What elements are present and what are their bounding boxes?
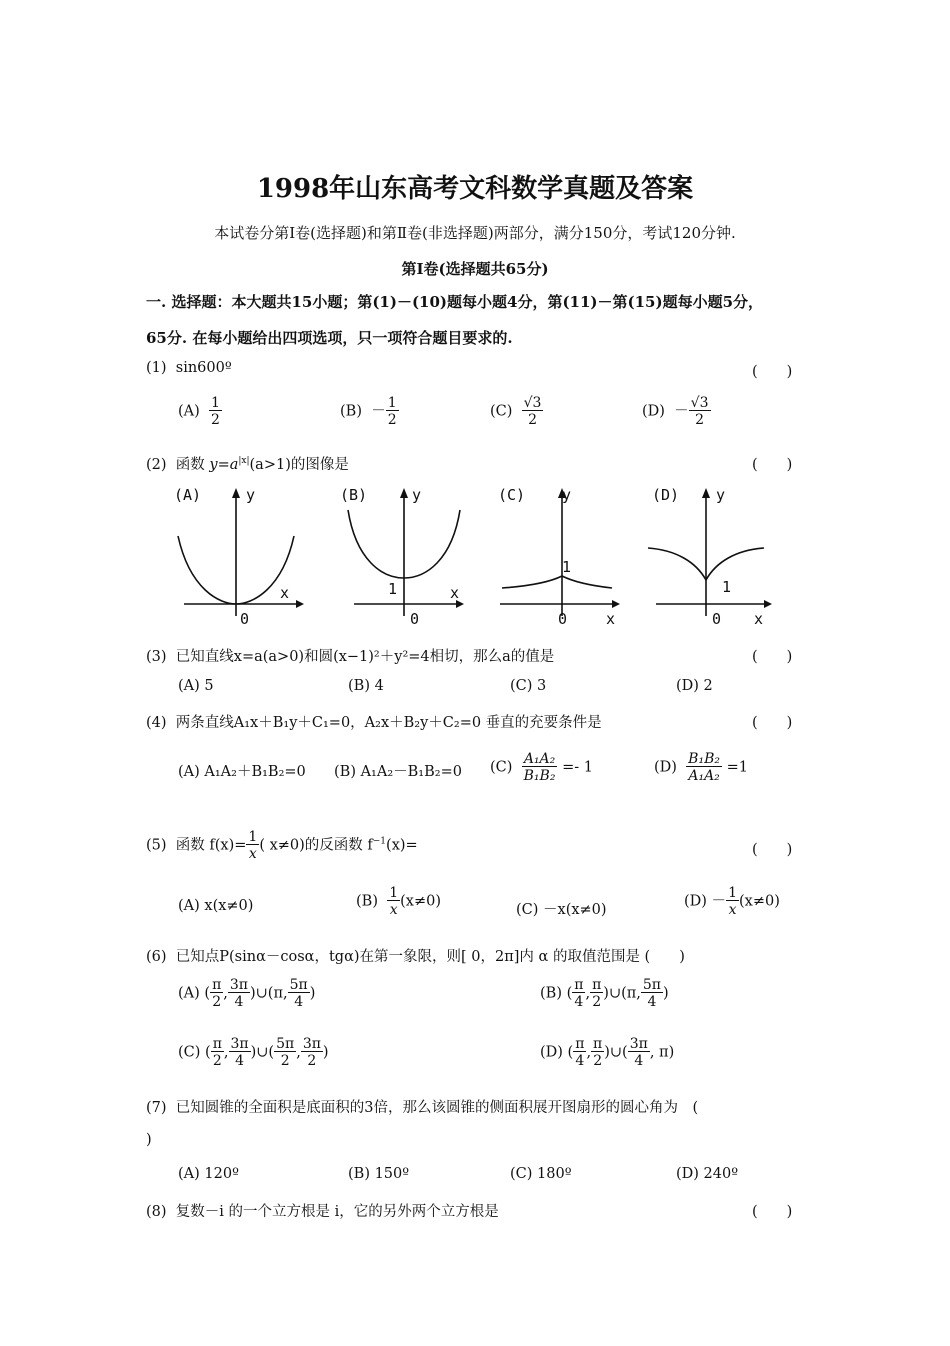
equation-rhs: =- 1 [562, 759, 593, 776]
numerator: 3π [629, 1036, 648, 1052]
answer-paren: ( ) [752, 715, 793, 731]
axis-label: x [606, 610, 616, 628]
question-4 [146, 711, 602, 732]
axis-label: y [412, 486, 422, 504]
instructions-line-1: 一. 选择题：本大题共15小题；第(1)－(10)题每小题4分，第(11)－第(15)题每小题5分， [146, 293, 764, 311]
question-number: (1) [146, 360, 167, 376]
condition: (x≠0) [400, 893, 441, 910]
option-a [178, 396, 222, 427]
denominator: 2 [280, 1053, 290, 1069]
denominator: 4 [575, 1053, 585, 1069]
fraction [246, 830, 259, 861]
question-stem: 已知圆锥的全面积是底面积的3倍，那么该圆锥的侧面积展开图扇形的圆心角为 ( [175, 1100, 699, 1116]
numerator: 3π [229, 977, 248, 993]
option-label: (D) [642, 403, 665, 420]
denominator: 4 [634, 1053, 644, 1069]
numerator: √3 [523, 395, 542, 411]
option-d: (D) 240º [676, 1166, 739, 1182]
option-c: (C) －x(x≠0) [516, 902, 607, 918]
answer-paren: ( ) [752, 364, 793, 380]
stem-text: 函数 f(x)= [175, 837, 247, 854]
value-label: 1 [388, 580, 398, 598]
denominator: B₁B₂ [523, 768, 556, 784]
option-d [684, 886, 780, 917]
origin-label: 0 [410, 610, 420, 628]
fraction [209, 396, 222, 427]
numerator: 1 [389, 885, 399, 901]
question-6 [146, 945, 685, 966]
numerator: π [575, 1036, 585, 1052]
numerator: π [592, 977, 602, 993]
graph-label: (B) [340, 486, 368, 504]
question-stem: sin600º [175, 360, 232, 376]
option-label: (D) [654, 759, 677, 776]
denominator: 2 [695, 412, 705, 428]
denominator: 2 [307, 1053, 317, 1069]
question-number: (3) [146, 649, 167, 665]
numerator: √3 [690, 395, 709, 411]
minus-sign: － [371, 403, 386, 420]
axis-label: x [280, 584, 290, 602]
numerator: B₁B₂ [688, 751, 720, 767]
instructions-line-2: 65分. 在每小题给出四项选项，只一项符合题目要求的. [146, 329, 513, 347]
graph-label: (C) [498, 486, 526, 504]
fraction [522, 396, 544, 427]
denominator: 2 [212, 994, 222, 1010]
option-d [642, 396, 711, 427]
answer-paren: ( ) [752, 649, 793, 665]
question-stem: 已知点P(sinα－cosα，tgα)在第一象限，则[ 0，2π]内 α 的取值范围是 ( ) [175, 949, 685, 965]
stem-text: (x)= [386, 837, 418, 854]
denominator: 2 [592, 994, 602, 1010]
denominator: x [728, 902, 737, 918]
numerator: 1 [728, 885, 737, 901]
answer-paren: ( ) [752, 1204, 793, 1220]
option-label: (C) [490, 759, 513, 776]
question-3 [146, 645, 554, 666]
fraction [726, 886, 739, 917]
numerator: 1 [248, 829, 258, 845]
option-a: (A) A₁A₂＋B₁B₂=0 [178, 764, 306, 780]
question-5 [146, 830, 418, 861]
fraction [522, 752, 558, 783]
page-title: 1998年山东高考文科数学真题及答案 [256, 174, 694, 204]
curve-c [502, 576, 612, 588]
question-7 [146, 1096, 698, 1117]
exponent: |x| [238, 456, 250, 467]
denominator: A₁A₂ [688, 768, 720, 784]
numerator: 5π [642, 977, 661, 993]
question-8 [146, 1200, 499, 1221]
option-a: (A) 120º [178, 1166, 239, 1182]
numerator: 3π [230, 1036, 249, 1052]
denominator: x [248, 846, 257, 862]
option-c: (C) 180º [510, 1166, 572, 1182]
option-label: (B) [356, 893, 378, 910]
question-stem: 复数－i 的一个立方根是 i，它的另外两个立方根是 [175, 1204, 499, 1220]
numerator: 1 [211, 395, 220, 411]
option-label: (A) [178, 403, 200, 420]
option-b: (B) ( $\frac{\pi}{4}$ , $\frac{\pi}{2}$ )∪(π, $\frac{5\pi}{4}$ ) [540, 977, 669, 1010]
value-label: 1 [722, 578, 732, 596]
option-label: (A) [178, 985, 200, 1002]
equation-rhs: =1 [726, 759, 748, 776]
option-label: (C) [490, 403, 513, 420]
question-1 [146, 360, 232, 376]
question-number: (7) [146, 1100, 167, 1116]
question-stem: 已知直线x=a(a>0)和圆(x−1)²＋y²=4相切，那么a的值是 [175, 649, 555, 665]
option-a: (A) 5 [178, 678, 214, 694]
origin-label: 0 [558, 610, 568, 628]
exponent: −1 [372, 836, 387, 847]
origin-label: 0 [240, 610, 250, 628]
denominator: 2 [387, 412, 397, 428]
fraction [386, 396, 399, 427]
denominator: x [389, 902, 398, 918]
condition: (x≠0) [738, 893, 780, 910]
numerator: 5π [276, 1036, 295, 1052]
option-b [340, 396, 399, 427]
stem-text: ( x≠0)的反函数 f [259, 837, 373, 854]
section-title: 第Ⅰ卷(选择题共65分) [401, 260, 549, 278]
fraction [387, 886, 400, 917]
function-graphs [160, 480, 800, 630]
axis-label: x [754, 610, 764, 628]
fraction [689, 396, 711, 427]
denominator: 2 [593, 1053, 603, 1069]
denominator: 2 [212, 1053, 222, 1069]
graph-label: (D) [652, 486, 680, 504]
stem-text: 的图像是 [290, 457, 349, 473]
numerator: A₁A₂ [522, 752, 558, 767]
option-d: (D) ( $\frac{\pi}{4}$ , $\frac{\pi}{2}$ )∪( $\frac{3\pi}{4}$ , π) [540, 1036, 675, 1069]
option-label: (C) [178, 1044, 201, 1061]
numerator: π [593, 1036, 603, 1052]
value: π [626, 985, 637, 1002]
axis-label: y [716, 486, 726, 504]
axis-label: y [562, 486, 572, 504]
question-number: (5) [146, 837, 167, 854]
question-number: (6) [146, 949, 167, 965]
value: π [659, 1044, 669, 1061]
numerator: π [212, 1036, 222, 1052]
denominator: 4 [647, 994, 657, 1010]
option-c: (C) ( $\frac{\pi}{2}$ , $\frac{3\pi}{4}$ )∪( $\frac{5\pi}{2}$ , $\frac{3\pi}{2}$ ) [178, 1036, 329, 1069]
option-b: (B) 4 [348, 678, 384, 694]
numerator: π [212, 977, 222, 993]
option-c [490, 752, 593, 783]
question-7-paren-close: ) [146, 1132, 152, 1148]
option-label: (B) [340, 403, 362, 420]
option-label: (D) [540, 1044, 563, 1061]
option-c: (C) 3 [510, 678, 547, 694]
option-d [654, 752, 748, 783]
option-a: (A) ( $\frac{\pi}{2}$ , $\frac{3\pi}{4}$ )∪(π, $\frac{5\pi}{4}$ ) [178, 977, 316, 1010]
value: π [273, 985, 283, 1002]
denominator: 2 [528, 412, 538, 428]
question-number: (4) [146, 715, 167, 731]
axis-label: y [246, 486, 256, 504]
axis-label: x [450, 584, 460, 602]
option-label: (B) [540, 985, 562, 1002]
question-stem: 两条直线A₁x＋B₁y＋C₁=0，A₂x＋B₂y＋C₂=0 垂直的充要条件是 [175, 715, 602, 731]
numerator: 5π [289, 977, 308, 993]
denominator: 2 [211, 412, 220, 428]
condition: (a>1) [249, 457, 291, 473]
denominator: 4 [235, 1053, 245, 1069]
origin-label: 0 [712, 610, 722, 628]
numerator: 1 [387, 395, 397, 411]
option-label: (D) － [684, 893, 727, 910]
question-number: (8) [146, 1204, 167, 1220]
fraction [686, 752, 722, 783]
denominator: 4 [574, 994, 584, 1010]
minus-sign: － [674, 403, 689, 420]
denominator: 4 [234, 994, 244, 1010]
denominator: 4 [294, 994, 304, 1010]
option-b: (B) A₁A₂－B₁B₂=0 [334, 764, 462, 780]
question-2 [146, 453, 349, 474]
option-c [490, 396, 543, 427]
answer-paren: ( ) [752, 842, 793, 858]
option-b: (B) 150º [348, 1166, 410, 1182]
value-label: 1 [562, 558, 572, 576]
graph-label: (A) [174, 486, 202, 504]
numerator: π [574, 977, 584, 993]
option-a: (A) x(x≠0) [178, 898, 254, 914]
question-number: (2) [146, 457, 167, 473]
answer-paren: ( ) [752, 457, 793, 473]
stem-text: 函数 [175, 457, 205, 473]
exam-intro: 本试卷分第Ⅰ卷(选择题)和第Ⅱ卷(非选择题)两部分，满分150分，考试120分钟. [214, 224, 736, 242]
option-d: (D) 2 [676, 678, 713, 694]
function-expr: y=a [209, 457, 239, 473]
numerator: 3π [302, 1036, 321, 1052]
option-b [356, 886, 441, 917]
